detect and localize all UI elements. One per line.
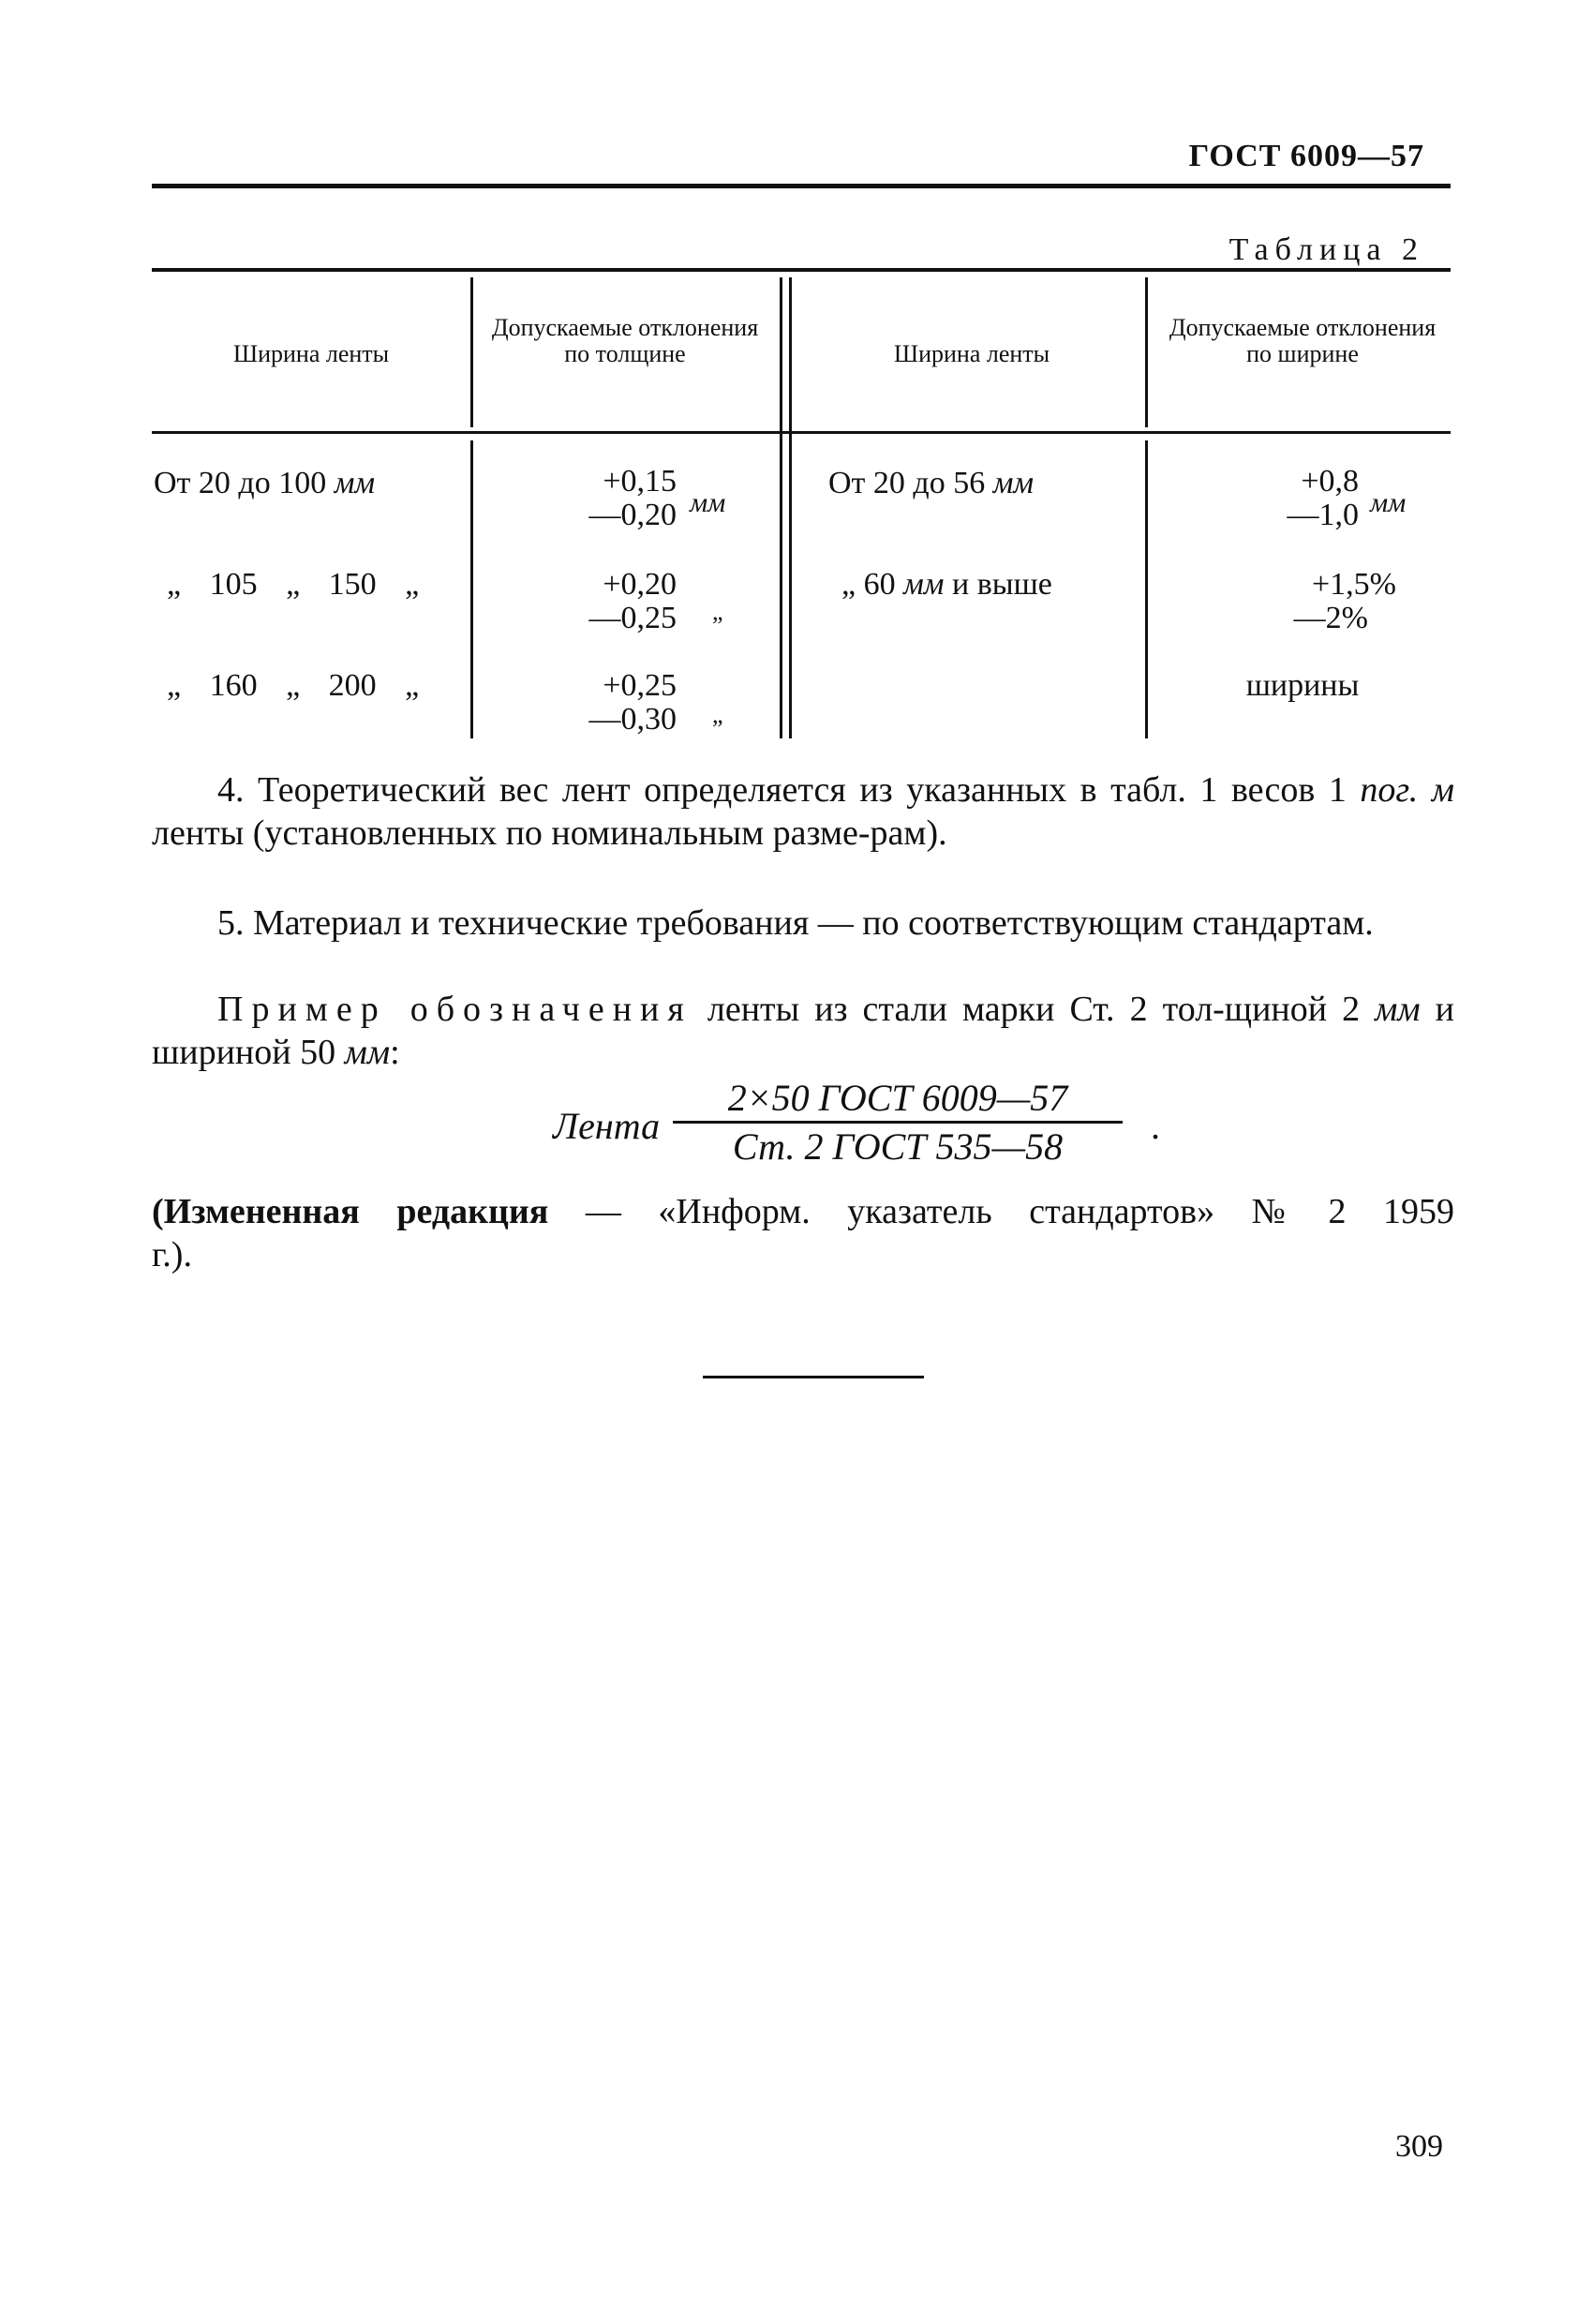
formula-denominator: Ст. 2 ГОСТ 535—58: [732, 1125, 1064, 1168]
ditto-mark: „: [712, 701, 723, 728]
table-cell-width: „ 160 „ 200 „: [167, 668, 420, 703]
table-cell-width: „ 105 „ 150 „: [167, 567, 420, 602]
tolerance-unit: мм: [690, 487, 726, 518]
header-width-tolerance: Допускаемые отклонения по ширине: [1169, 314, 1437, 367]
table-double-divider: [789, 277, 792, 738]
header-width-left: Ширина ленты: [232, 340, 390, 367]
table-cell-width: От 20 до 100 мм: [154, 466, 376, 500]
table-col-divider: [470, 440, 473, 738]
tolerance-minus: —0,25: [588, 601, 677, 635]
designation-example: Пример обозначения ленты из стали марки Ст. 2 тол-щиной 2 мм и шириной 50 мм:: [152, 990, 1454, 1072]
table-top-rule: [152, 268, 1451, 272]
header-rule: [152, 184, 1451, 188]
table-col-divider: [470, 277, 473, 427]
tolerance-plus: +0,8: [1301, 464, 1359, 499]
tolerance-note: ширины: [1245, 668, 1360, 703]
formula-numerator: 2×50 ГОСТ 6009—57: [727, 1077, 1068, 1119]
paragraph-4: 4. Теоретический вес лент определяется из указанных в табл. 1 весов 1 пог. м ленты (установленных по номинальным разме-рам).: [152, 770, 1454, 853]
header-width-right: Ширина ленты: [893, 340, 1050, 367]
tolerance-plus: +0,20: [603, 567, 677, 602]
table-caption: Таблица 2: [1228, 232, 1424, 267]
tolerance-minus: —1,0: [1287, 498, 1359, 532]
formula-label: Лента: [553, 1105, 661, 1147]
amendment-note: (Измененная редакция — «Информ. указатель стандартов» № 2 1959 г.).: [152, 1192, 1454, 1274]
tolerance-minus: —0,20: [588, 498, 677, 532]
tolerance-unit: мм: [1370, 487, 1407, 518]
page-number: 309: [1395, 2129, 1443, 2164]
header-thickness-tolerance: Допускаемые отклонения по толщине: [491, 314, 759, 367]
tolerance-minus: —2%: [1293, 601, 1368, 635]
document-code: ГОСТ 6009—57: [1188, 139, 1424, 173]
end-divider: [703, 1376, 924, 1378]
fraction-bar: [673, 1121, 1123, 1124]
tolerance-plus: +1,5%: [1312, 567, 1396, 602]
tolerance-plus: +0,25: [603, 668, 677, 703]
table-cell-width: „ 60 мм и выше: [841, 567, 1052, 602]
table-cell-width: От 20 до 56 мм: [828, 466, 1035, 500]
tolerance-minus: —0,30: [588, 702, 677, 737]
table-header-rule: [152, 431, 1451, 434]
ditto-mark: „: [712, 598, 723, 625]
paragraph-5: 5. Материал и технические требования — по соответствующим стандартам.: [217, 903, 1374, 943]
table-col-divider: [1145, 277, 1148, 427]
table-col-divider: [1145, 440, 1148, 738]
tolerance-plus: +0,15: [603, 464, 677, 499]
formula-period: .: [1151, 1105, 1160, 1147]
table-double-divider: [780, 277, 782, 738]
